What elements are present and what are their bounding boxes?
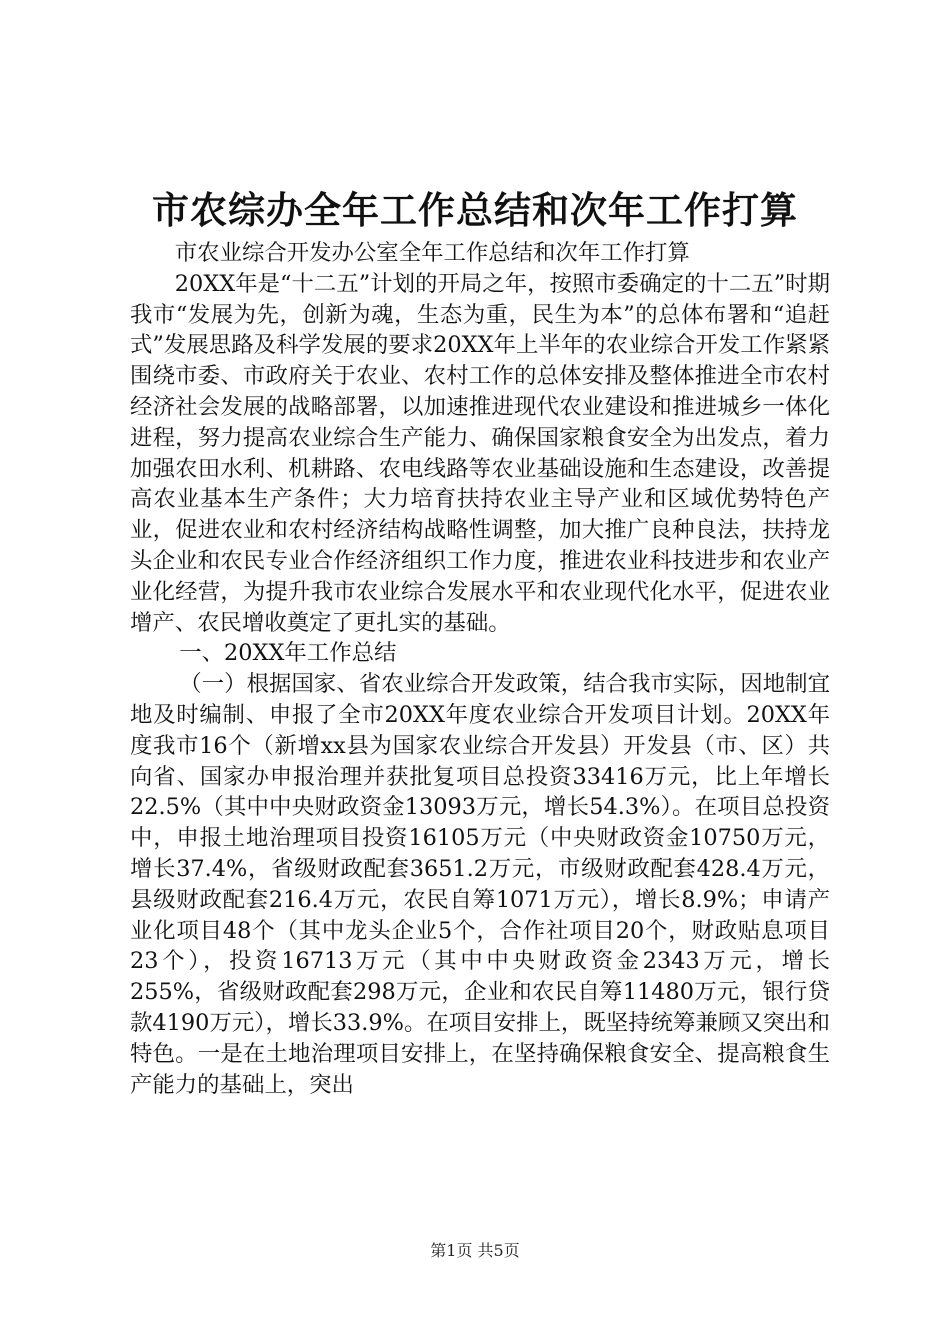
document-body bbox=[130, 238, 830, 1100]
document-title: 市农综办全年工作总结和次年工作打算 bbox=[152, 188, 798, 232]
paragraph-section-1: （一）根据国家、省农业综合开发政策，结合我市实际，因地制宜地及时编制、申报了全市20XX年度农业综合开发项目计划。20XX年度我市16个（新增xx县为国家农业综合开发县）开发县（市、区）共向省、国家办申报治理并获批复项目总投资33416万元，比上年增长22.5%（其中中央财政资金13093万元，增长54.3%）。在项目总投资中，申报土地治理项目投资16105万元（中央财政资金10750万元，增长37.4%，省级财政配套3651.2万元，市级财政配套428.4万元，县级财政配套216.4万元，农民自筹1071万元），增长8.9%；申请产业化项目48个（其中龙头企业5个，合作社项目20个，财政贴息项目23个），投资16713万元（其中中央财政资金2343万元，增长255%，省级财政配套298万元，企业和农民自筹11480万元，银行贷款4190万元），增长33.9%。在项目安排上，既坚持统筹兼顾又突出和特色。一是在土地治理项目安排上，在坚持确保粮食安全、提高粮食生产能力的基础上，突出 bbox=[130, 671, 830, 1098]
paragraph-subtitle: 市农业综合开发办公室全年工作总结和次年工作打算 bbox=[174, 240, 690, 266]
paragraph-intro: 20XX年是“十二五”计划的开局之年，按照市委确定的十二五”时期我市“发展为先，创新为魂，生态为重，民生为本”的总体布署和“追赶式”发展思路及科学发展的要求20XX年上半年的农业综合开发工作紧紧围绕市委、市政府关于农业、农村工作的总体安排及整体推进全市农村经济社会发展的战略部署，以加速推进现代农业建设和推进城乡一体化进程，努力提高农业综合生产能力、确保国家粮食安全为出发点，着力加强农田水利、机耕路、农电线路等农业基础设施和生态建设，改善提高农业基本生产条件；大力培育扶持农业主导产业和区域优势特色产业，促进农业和农村经济结构战略性调整，加大推广良种良法，扶持龙头企业和农民专业合作经济组织工作力度，推进农业科技进步和农业产业化经营，为提升我市农业综合发展水平和农业现代化水平，促进农业增产、农民增收奠定了更扎实的基础。 bbox=[130, 270, 830, 636]
page-footer: 第1页 共5页 bbox=[430, 1241, 520, 1260]
section-heading: 一、20XX年工作总结 bbox=[179, 640, 397, 667]
